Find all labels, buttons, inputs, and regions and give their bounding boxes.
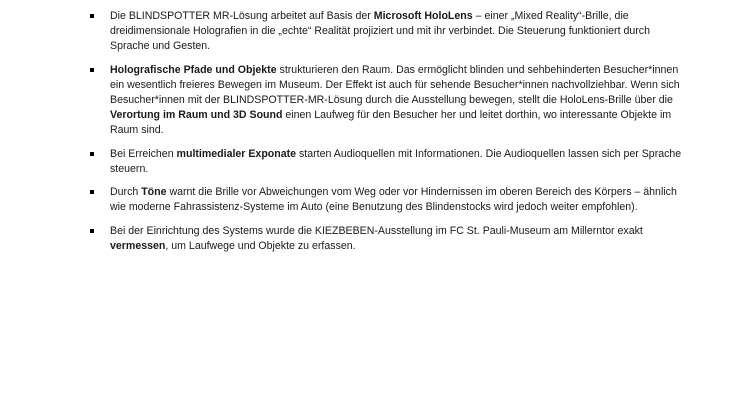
list-item: [0, 63, 746, 138]
list-item: [0, 224, 746, 254]
bullet-marker: [90, 68, 94, 72]
text-run: starten Audioquellen mit Informationen. Die Audioquellen lassen sich per Sprache steuern.: [110, 147, 682, 175]
text-run: Bei der Einrichtung des Systems wurde die KIEZBEBEN-Ausstellung im FC St. Pauli-Museum am Millerntor exakt: [110, 224, 643, 237]
text-run: strukturieren den Raum. Das ermöglicht blinden und sehbehinderten Besucher*innen ein wesentlich freieres Bewegen im Museum. Der Effekt ist auch für sehende Besucher*innen nachvollziehbar. Wenn sich Besucher*innen mit der BLINDSPOTTER-MR-Lösung durch die Ausstellung bewegen, stellt die HoloLens-Brille über die: [110, 63, 680, 106]
text-run: einen Laufweg für den Besucher her und leitet dorthin, wo interessante Objekte im Raum sind.: [110, 108, 672, 137]
list-item: [0, 9, 746, 54]
text-run: Bei Erreichen: [110, 147, 177, 160]
bold-text-run: Verortung im Raum und 3D Sound: [110, 108, 283, 121]
list-item: [0, 185, 746, 215]
bold-text-run: Holografische Pfade und Objekte: [110, 63, 277, 76]
text-run: , um Laufwege und Objekte zu erfassen.: [165, 239, 356, 252]
bold-text-run: Microsoft HoloLens: [373, 10, 473, 22]
text-run: Durch: [110, 186, 142, 199]
list-item: [0, 147, 746, 177]
text-run: Die BLINDSPOTTER MR-Lösung arbeitet auf Basis der: [110, 10, 374, 22]
bullet-marker: [90, 190, 94, 194]
bullet-list: [0, 9, 746, 254]
text-run: – einer „Mixed Reality“-Brille, die dreidimensionale Holografien in die „echte“ Realität projiziert und mit ihr verbindet. Die Steuerung funktioniert durch Sprache und Gesten.: [110, 10, 650, 53]
text-run: warnt die Brille vor Abweichungen vom Weg oder vor Hindernissen im oberen Bereich des Körpers – ähnlich wie moderne Fahrassistenz-Systeme im Auto (eine Benutzung des Blindenstocks wird jedoch weiter empfohlen).: [110, 186, 677, 214]
bullet-marker: [90, 152, 94, 156]
bullet-marker: [90, 229, 94, 233]
bold-text-run: vermessen: [110, 239, 166, 252]
bold-text-run: multimedialer Exponate: [176, 147, 297, 160]
bold-text-run: Töne: [141, 186, 167, 199]
bullet-marker: [90, 14, 94, 18]
